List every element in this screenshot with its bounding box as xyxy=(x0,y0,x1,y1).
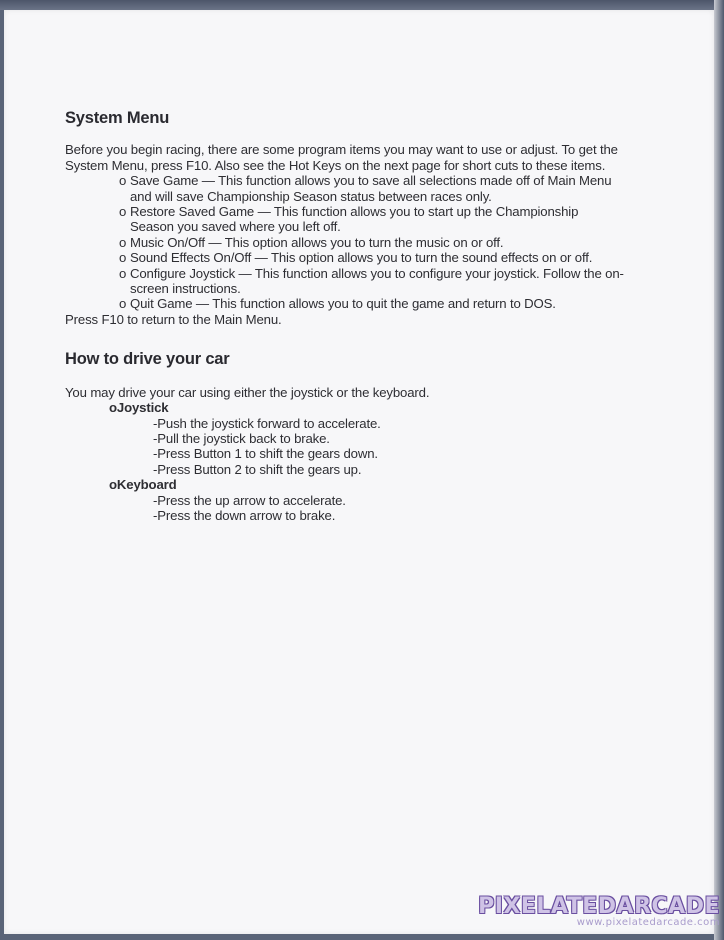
manual-page xyxy=(4,10,714,934)
option-text: Quit Game — This function allows you to quit the game and return to DOS. xyxy=(130,296,556,312)
bullet: o xyxy=(119,234,127,250)
option-text: Music On/Off — This option allows you to turn the music on or off. xyxy=(130,234,504,250)
option-save-game xyxy=(119,173,625,204)
option-text: Configure Joystick — This function allows you to configure your joystick. Follow the on-screen instructions. xyxy=(130,265,624,297)
page-content xyxy=(65,100,625,523)
keyboard-label: oKeyboard xyxy=(109,477,177,493)
joystick-step: -Pull the joystick back to brake. xyxy=(153,430,330,446)
scan-border-top xyxy=(0,0,724,10)
watermark-logo: PIXELATEDARCADE xyxy=(478,894,720,919)
option-text: Sound Effects On/Off — This option allows you to turn the sound effects on or off. xyxy=(130,250,593,266)
option-quit-game xyxy=(119,296,625,311)
system-menu-intro: Before you begin racing, there are some program items you may want to use or adjust. To get the System Menu, press F10. Also see the Hot Keys on the next page for short cuts to these items. xyxy=(65,142,618,173)
option-text: Restore Saved Game — This function allows you to start up the Championship Season you saved where you left off. xyxy=(130,204,579,235)
bullet: o xyxy=(119,204,127,220)
joystick-step: -Press Button 1 to shift the gears down. xyxy=(153,446,378,462)
option-sound-effects xyxy=(119,250,625,265)
bullet: o xyxy=(119,173,127,189)
option-music xyxy=(119,235,625,250)
watermark-url: www.pixelatedarcade.com xyxy=(576,917,720,928)
option-restore-game xyxy=(119,204,625,235)
drive-intro: You may drive your car using either the joystick or the keyboard. xyxy=(65,384,430,400)
joystick-step: -Push the joystick forward to accelerate. xyxy=(153,415,381,431)
keyboard-step: -Press the down arrow to brake. xyxy=(153,507,336,523)
system-menu-heading: System Menu xyxy=(65,109,170,127)
system-menu-outro: Press F10 to return to the Main Menu. xyxy=(65,311,282,327)
site-watermark xyxy=(478,894,720,928)
joystick-label: oJoystick xyxy=(109,400,169,416)
bullet: o xyxy=(119,265,127,281)
drive-heading: How to drive your car xyxy=(65,350,230,369)
option-text: Save Game — This function allows you to save all selections made off of Main Menu and will save Championship Season status between races only. xyxy=(130,173,612,204)
joystick-step: -Press Button 2 to shift the gears up. xyxy=(153,461,362,477)
keyboard-step: -Press the up arrow to accelerate. xyxy=(153,492,346,508)
scan-border-right xyxy=(714,0,724,940)
option-configure-joystick xyxy=(119,266,625,297)
bullet: o xyxy=(119,296,127,312)
bullet: o xyxy=(119,250,127,266)
